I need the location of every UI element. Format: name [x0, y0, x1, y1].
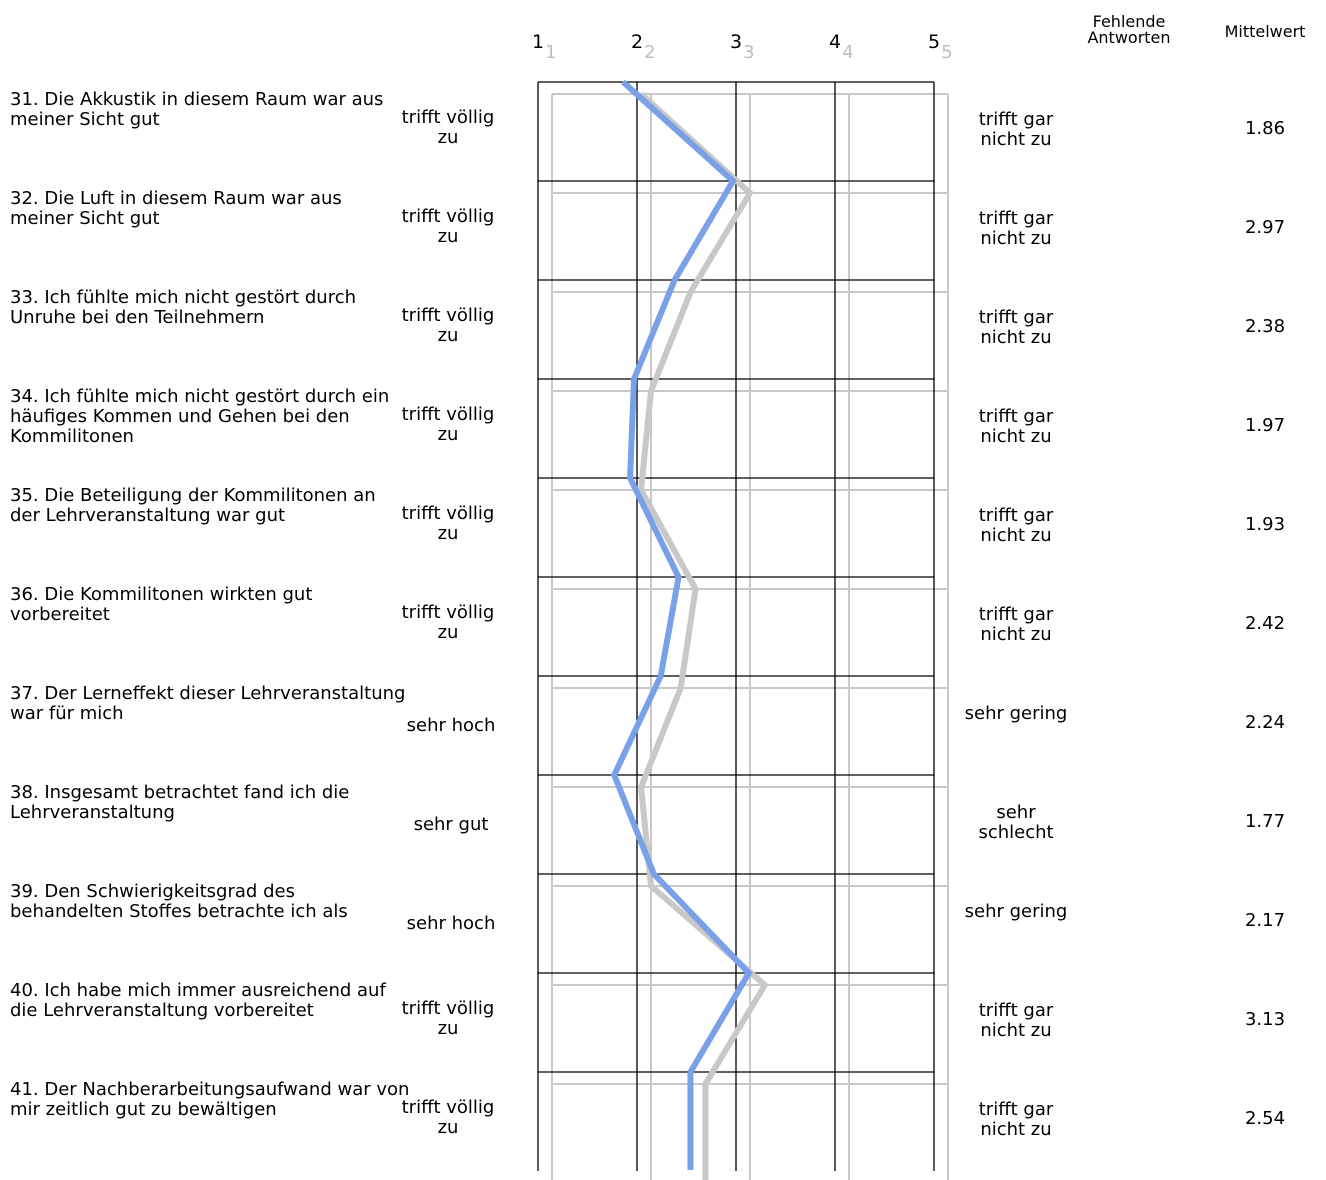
- scale-tick-comparison-label: 2: [644, 42, 656, 63]
- right-anchor-label: trifft gar nicht zu: [978, 109, 1054, 150]
- mean-header: Mittelwert: [1224, 22, 1306, 41]
- left-anchor-label: sehr gut: [413, 814, 489, 835]
- question-text: 34. Ich fühlte mich nicht gestört durch ein häufiges Kommen und Gehen bei den Kommilitonen: [10, 386, 390, 447]
- mean-data-point: [614, 775, 615, 776]
- scale-tick-comparison-label: 3: [743, 42, 755, 63]
- right-anchor-label: trifft gar nicht zu: [978, 505, 1054, 546]
- mean-value: 2.24: [1244, 712, 1286, 733]
- scale-tick-label: 4: [829, 31, 842, 53]
- mean-data-point: [733, 181, 734, 182]
- mean-value: 2.54: [1244, 1108, 1286, 1129]
- mean-data-point: [623, 82, 624, 83]
- question-text: 40. Ich habe mich immer ausreichend auf die Lehrveranstaltung vorbereitet: [10, 980, 386, 1021]
- missing-answers-header: Fehlende Antworten: [1087, 12, 1171, 47]
- right-anchor-label: trifft gar nicht zu: [978, 307, 1054, 348]
- right-anchor-label: sehr gering: [964, 901, 1068, 922]
- right-anchor-label: sehr gering: [964, 703, 1068, 724]
- right-anchor-label: trifft gar nicht zu: [978, 1099, 1054, 1140]
- mean-data-point: [674, 280, 675, 281]
- question-text: 36. Die Kommilitonen wirkten gut vorbereitet: [10, 584, 313, 625]
- scale-tick-comparison-label: 5: [941, 42, 953, 63]
- right-anchor-label: trifft gar nicht zu: [978, 604, 1054, 645]
- mean-value: 1.86: [1244, 118, 1286, 139]
- left-anchor-label: trifft völlig zu: [401, 107, 495, 148]
- scale-tick-label: 5: [928, 31, 941, 53]
- mean-data-point: [660, 676, 661, 677]
- mean-data-point: [653, 874, 654, 875]
- scale-tick-label: 3: [730, 31, 743, 53]
- scale-tick-label: 2: [631, 31, 644, 53]
- question-text: 33. Ich fühlte mich nicht gestört durch Unruhe bei den Teilnehmern: [10, 287, 357, 328]
- mean-data-point: [748, 973, 749, 974]
- mean-value: 2.42: [1244, 613, 1286, 634]
- left-anchor-label: trifft völlig zu: [401, 404, 495, 445]
- left-anchor-label: trifft völlig zu: [401, 602, 495, 643]
- mean-series-line: [614, 82, 749, 1170]
- mean-value: 2.38: [1244, 316, 1286, 337]
- mean-value: 1.77: [1244, 811, 1286, 832]
- mean-data-point: [634, 379, 635, 380]
- mean-value: 1.93: [1244, 514, 1286, 535]
- left-anchor-label: sehr hoch: [406, 715, 496, 736]
- left-anchor-label: trifft völlig zu: [401, 1097, 495, 1138]
- comparison-series-line: [641, 94, 765, 1180]
- mean-value: 1.97: [1244, 415, 1286, 436]
- left-anchor-label: trifft völlig zu: [401, 305, 495, 346]
- mean-value: 3.13: [1244, 1009, 1286, 1030]
- scale-tick-comparison-label: 4: [842, 42, 854, 63]
- scale-tick-comparison-label: 1: [545, 42, 557, 63]
- scale-tick-label: 1: [532, 31, 545, 53]
- mean-value: 2.17: [1244, 910, 1286, 931]
- question-text: 35. Die Beteiligung der Kommilitonen an der Lehrveranstaltung war gut: [10, 485, 376, 526]
- mean-value: 2.97: [1244, 217, 1286, 238]
- question-text: 37. Der Lerneffekt dieser Lehrveranstaltung war für mich: [10, 683, 406, 724]
- mean-data-point: [630, 478, 631, 479]
- right-anchor-label: trifft gar nicht zu: [978, 406, 1054, 447]
- right-anchor-label: sehr schlecht: [978, 802, 1054, 843]
- right-anchor-label: trifft gar nicht zu: [978, 1000, 1054, 1041]
- left-anchor-label: sehr hoch: [406, 913, 496, 934]
- mean-data-point: [690, 1072, 691, 1073]
- question-text: 41. Der Nachberarbeitungsaufwand war von mir zeitlich gut zu bewältigen: [10, 1079, 410, 1120]
- question-text: 39. Den Schwierigkeitsgrad des behandelten Stoffes betrachte ich als: [10, 881, 348, 922]
- right-anchor-label: trifft gar nicht zu: [978, 208, 1054, 249]
- question-text: 32. Die Luft in diesem Raum war aus meiner Sicht gut: [10, 188, 342, 229]
- question-text: 38. Insgesamt betrachtet fand ich die Lehrveranstaltung: [10, 782, 350, 823]
- left-anchor-label: trifft völlig zu: [401, 998, 495, 1039]
- left-anchor-label: trifft völlig zu: [401, 503, 495, 544]
- question-text: 31. Die Akkustik in diesem Raum war aus meiner Sicht gut: [10, 89, 384, 130]
- left-anchor-label: trifft völlig zu: [401, 206, 495, 247]
- mean-data-point: [678, 577, 679, 578]
